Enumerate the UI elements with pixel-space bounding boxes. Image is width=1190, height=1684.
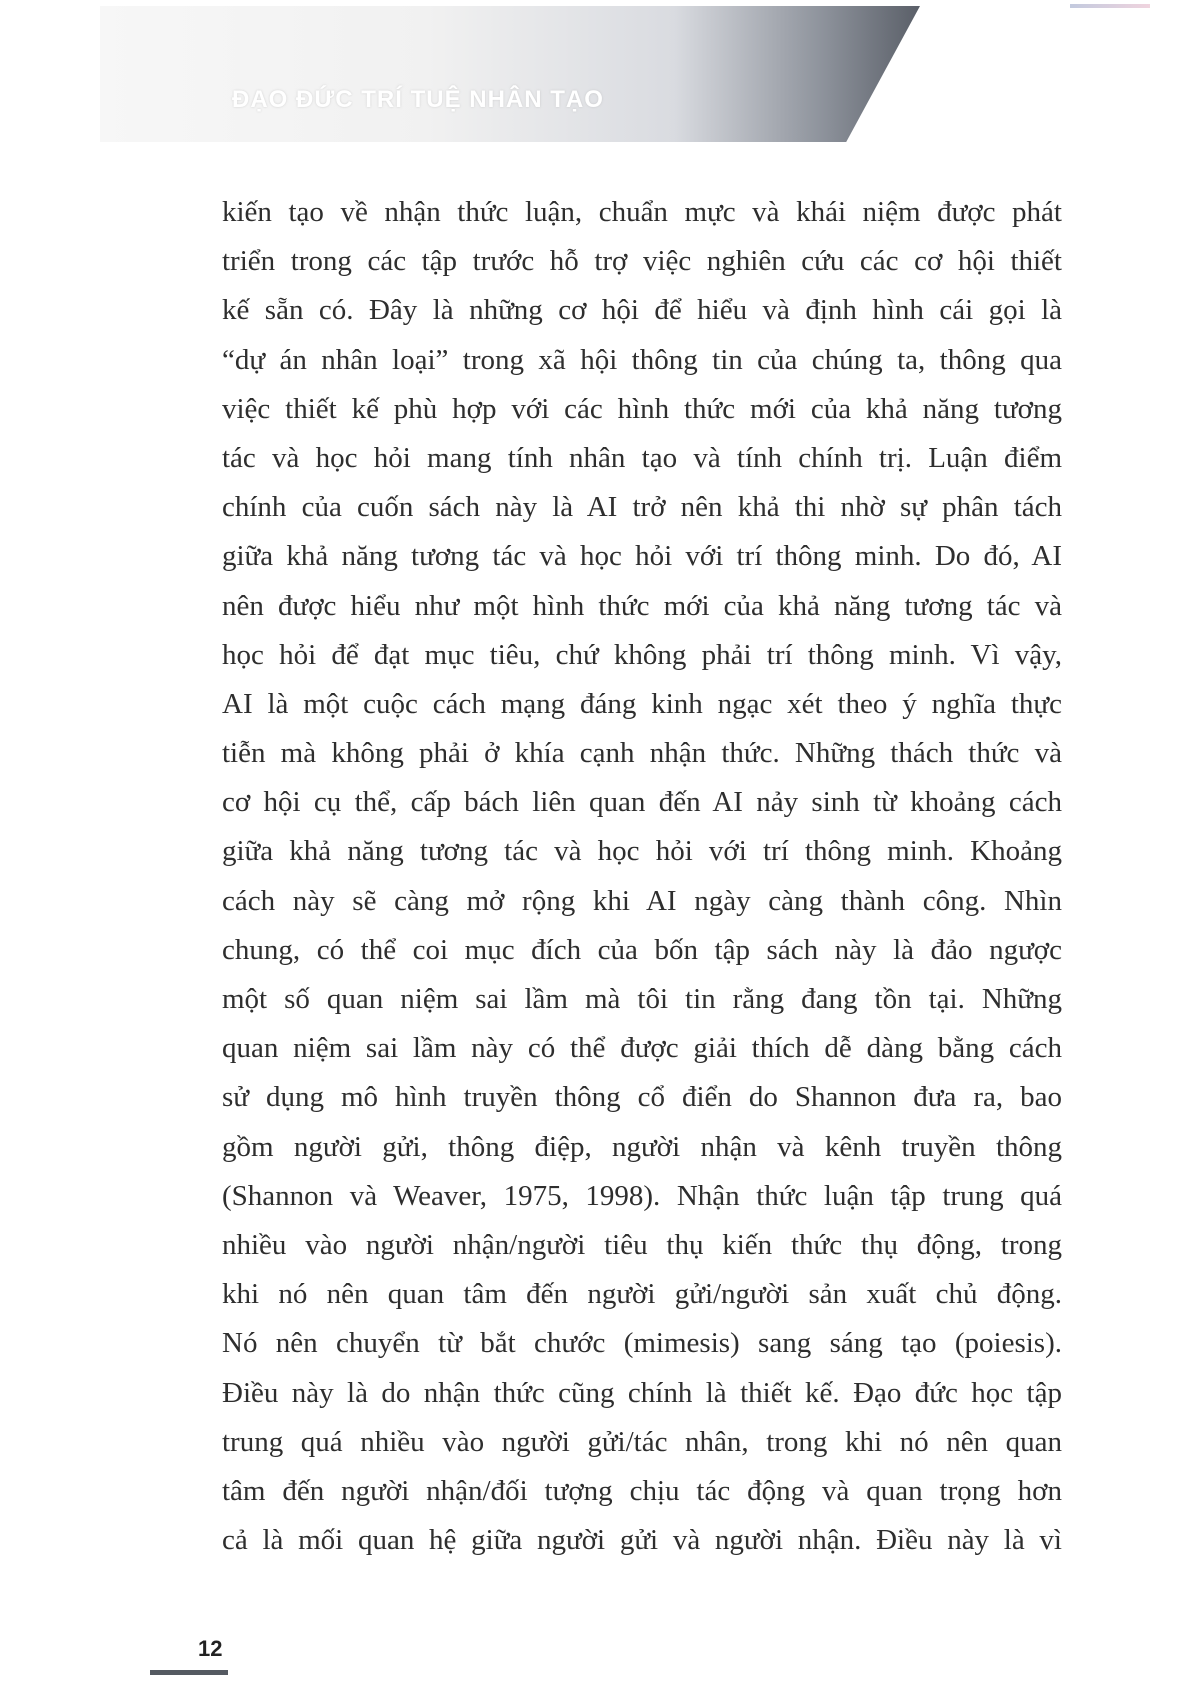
text-line: kế sẵn có. Đây là những cơ hội để hiểu và định hình cái gọi là bbox=[222, 294, 1062, 327]
text-line: khi nó nên quan tâm đến người gửi/người sản xuất chủ động. bbox=[222, 1278, 1062, 1311]
text-line: (Shannon và Weaver, 1975, 1998). Nhận thức luận tập trung quá bbox=[222, 1179, 1062, 1212]
text-line: cả là mối quan hệ giữa người gửi và người nhận. Điều này là vì bbox=[222, 1524, 1062, 1557]
text-line: cách này sẽ càng mở rộng khi AI ngày càng thành công. Nhìn bbox=[222, 884, 1062, 917]
text-line: “dự án nhân loại” trong xã hội thông tin của chúng ta, thông qua bbox=[222, 343, 1062, 376]
text-line: tiễn mà không phải ở khía cạnh nhận thức. Những thách thức và bbox=[222, 737, 1062, 770]
corner-mark bbox=[1070, 4, 1150, 8]
text-line: một số quan niệm sai lầm mà tôi tin rằng đang tồn tại. Những bbox=[222, 983, 1062, 1015]
text-line: gồm người gửi, thông điệp, người nhận và kênh truyền thông bbox=[222, 1130, 1062, 1163]
text-line: nên được hiểu như một hình thức mới của khả năng tương tác và bbox=[222, 589, 1062, 622]
text-line: trung quá nhiều vào người gửi/tác nhân, trong khi nó nên quan bbox=[222, 1425, 1062, 1458]
text-line: nhiều vào người nhận/người tiêu thụ kiến thức thụ động, trong bbox=[222, 1228, 1062, 1261]
text-line: tâm đến người nhận/đối tượng chịu tác động và quan trọng hơn bbox=[222, 1474, 1062, 1507]
text-line: Nó nên chuyển từ bắt chước (mimesis) sang sáng tạo (poiesis). bbox=[222, 1327, 1062, 1360]
text-line: học hỏi để đạt mục tiêu, chứ không phải trí thông minh. Vì vậy, bbox=[222, 638, 1062, 671]
text-line: triển trong các tập trước hỗ trợ việc nghiên cứu các cơ hội thiết bbox=[222, 245, 1062, 278]
text-line: giữa khả năng tương tác và học hỏi với trí thông minh. Khoảng bbox=[222, 835, 1062, 868]
text-line: Điều này là do nhận thức cũng chính là thiết kế. Đạo đức học tập bbox=[222, 1376, 1062, 1409]
text-line: chung, có thể coi mục đích của bốn tập sách này là đảo ngược bbox=[222, 933, 1062, 966]
footer-rule bbox=[150, 1670, 228, 1675]
running-title: ĐẠO ĐỨC TRÍ TUỆ NHÂN TẠO bbox=[232, 86, 604, 113]
text-line: tác và học hỏi mang tính nhân tạo và tính chính trị. Luận điểm bbox=[222, 441, 1062, 474]
body-text bbox=[222, 188, 1062, 1565]
text-line: sử dụng mô hình truyền thông cổ điển do Shannon đưa ra, bao bbox=[222, 1081, 1062, 1114]
header-band bbox=[100, 6, 920, 142]
text-line: AI là một cuộc cách mạng đáng kinh ngạc xét theo ý nghĩa thực bbox=[222, 687, 1062, 720]
text-line: kiến tạo về nhận thức luận, chuẩn mực và khái niệm được phát bbox=[222, 196, 1062, 228]
page-number: 12 bbox=[198, 1636, 223, 1661]
text-line: cơ hội cụ thể, cấp bách liên quan đến AI nảy sinh từ khoảng cách bbox=[222, 786, 1062, 819]
text-line: quan niệm sai lầm này có thể được giải thích dễ dàng bằng cách bbox=[222, 1032, 1062, 1065]
text-line: giữa khả năng tương tác và học hỏi với trí thông minh. Do đó, AI bbox=[222, 540, 1062, 573]
text-line: việc thiết kế phù hợp với các hình thức mới của khả năng tương bbox=[222, 392, 1062, 425]
text-line: chính của cuốn sách này là AI trở nên khả thi nhờ sự phân tách bbox=[222, 491, 1062, 524]
